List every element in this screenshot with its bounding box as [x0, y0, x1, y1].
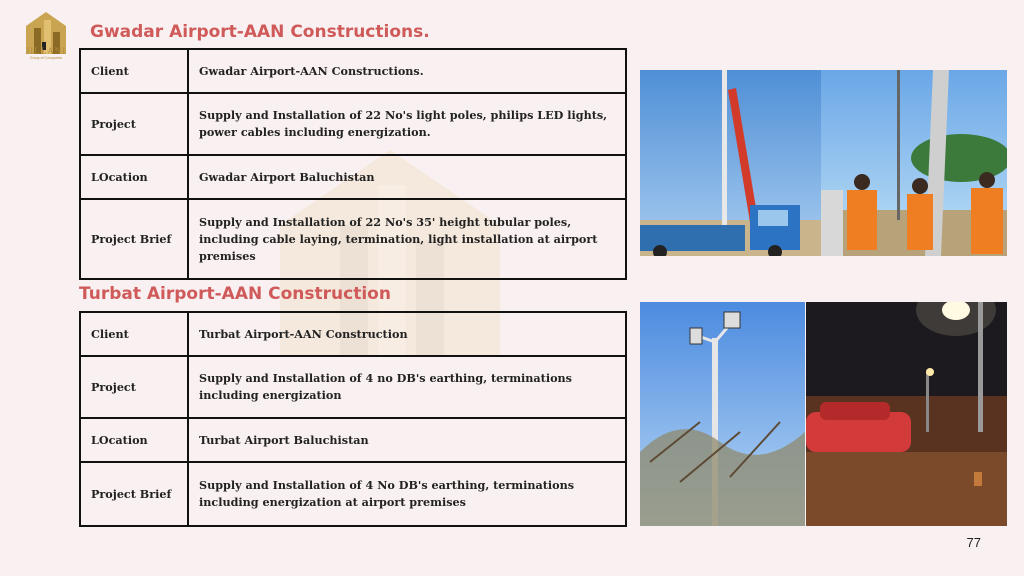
section-title-turbat: Turbat Airport-AAN Construction [79, 284, 391, 304]
row-value: Supply and Installation of 22 No's light poles, philips LED lights, power cables including energization. [188, 93, 626, 155]
row-label: LOcation [80, 418, 188, 462]
row-label: Project Brief [80, 462, 188, 526]
row-value: Gwadar Airport Baluchistan [188, 155, 626, 199]
table-row [80, 356, 626, 418]
night-road-photo [806, 302, 1007, 526]
row-value: Supply and Installation of 4 No DB's earthing, terminations including energization at airport premises [188, 462, 626, 526]
gwadar-info-table [79, 48, 627, 280]
row-label: Project [80, 356, 188, 418]
table-row [80, 312, 626, 356]
row-label: Client [80, 312, 188, 356]
workers-photo [821, 70, 1007, 256]
row-label: LOcation [80, 155, 188, 199]
row-label: Project Brief [80, 199, 188, 279]
turbat-info-table [79, 311, 627, 527]
row-value: Turbat Airport-AAN Construction [188, 312, 626, 356]
section-title-gwadar: Gwadar Airport-AAN Constructions. [90, 22, 430, 42]
table-row [80, 155, 626, 199]
page-number: 77 [966, 535, 981, 550]
row-value: Turbat Airport Baluchistan [188, 418, 626, 462]
row-value: Gwadar Airport-AAN Constructions. [188, 49, 626, 93]
table-row [80, 418, 626, 462]
table-row [80, 93, 626, 155]
row-label: Client [80, 49, 188, 93]
led-pole-photo [640, 302, 805, 526]
table-row [80, 462, 626, 526]
row-label: Project [80, 93, 188, 155]
table-row [80, 49, 626, 93]
row-value: Supply and Installation of 22 No's 35' height tubular poles, including cable laying, termination, light installation at airport premises [188, 199, 626, 279]
row-value: Supply and Installation of 4 no DB's earthing, terminations including energization [188, 356, 626, 418]
table-row [80, 199, 626, 279]
crane-pole-photo [640, 70, 821, 256]
logo-subtitle: Group of Companies [29, 56, 63, 60]
logo-name: JILLANI [25, 46, 67, 56]
